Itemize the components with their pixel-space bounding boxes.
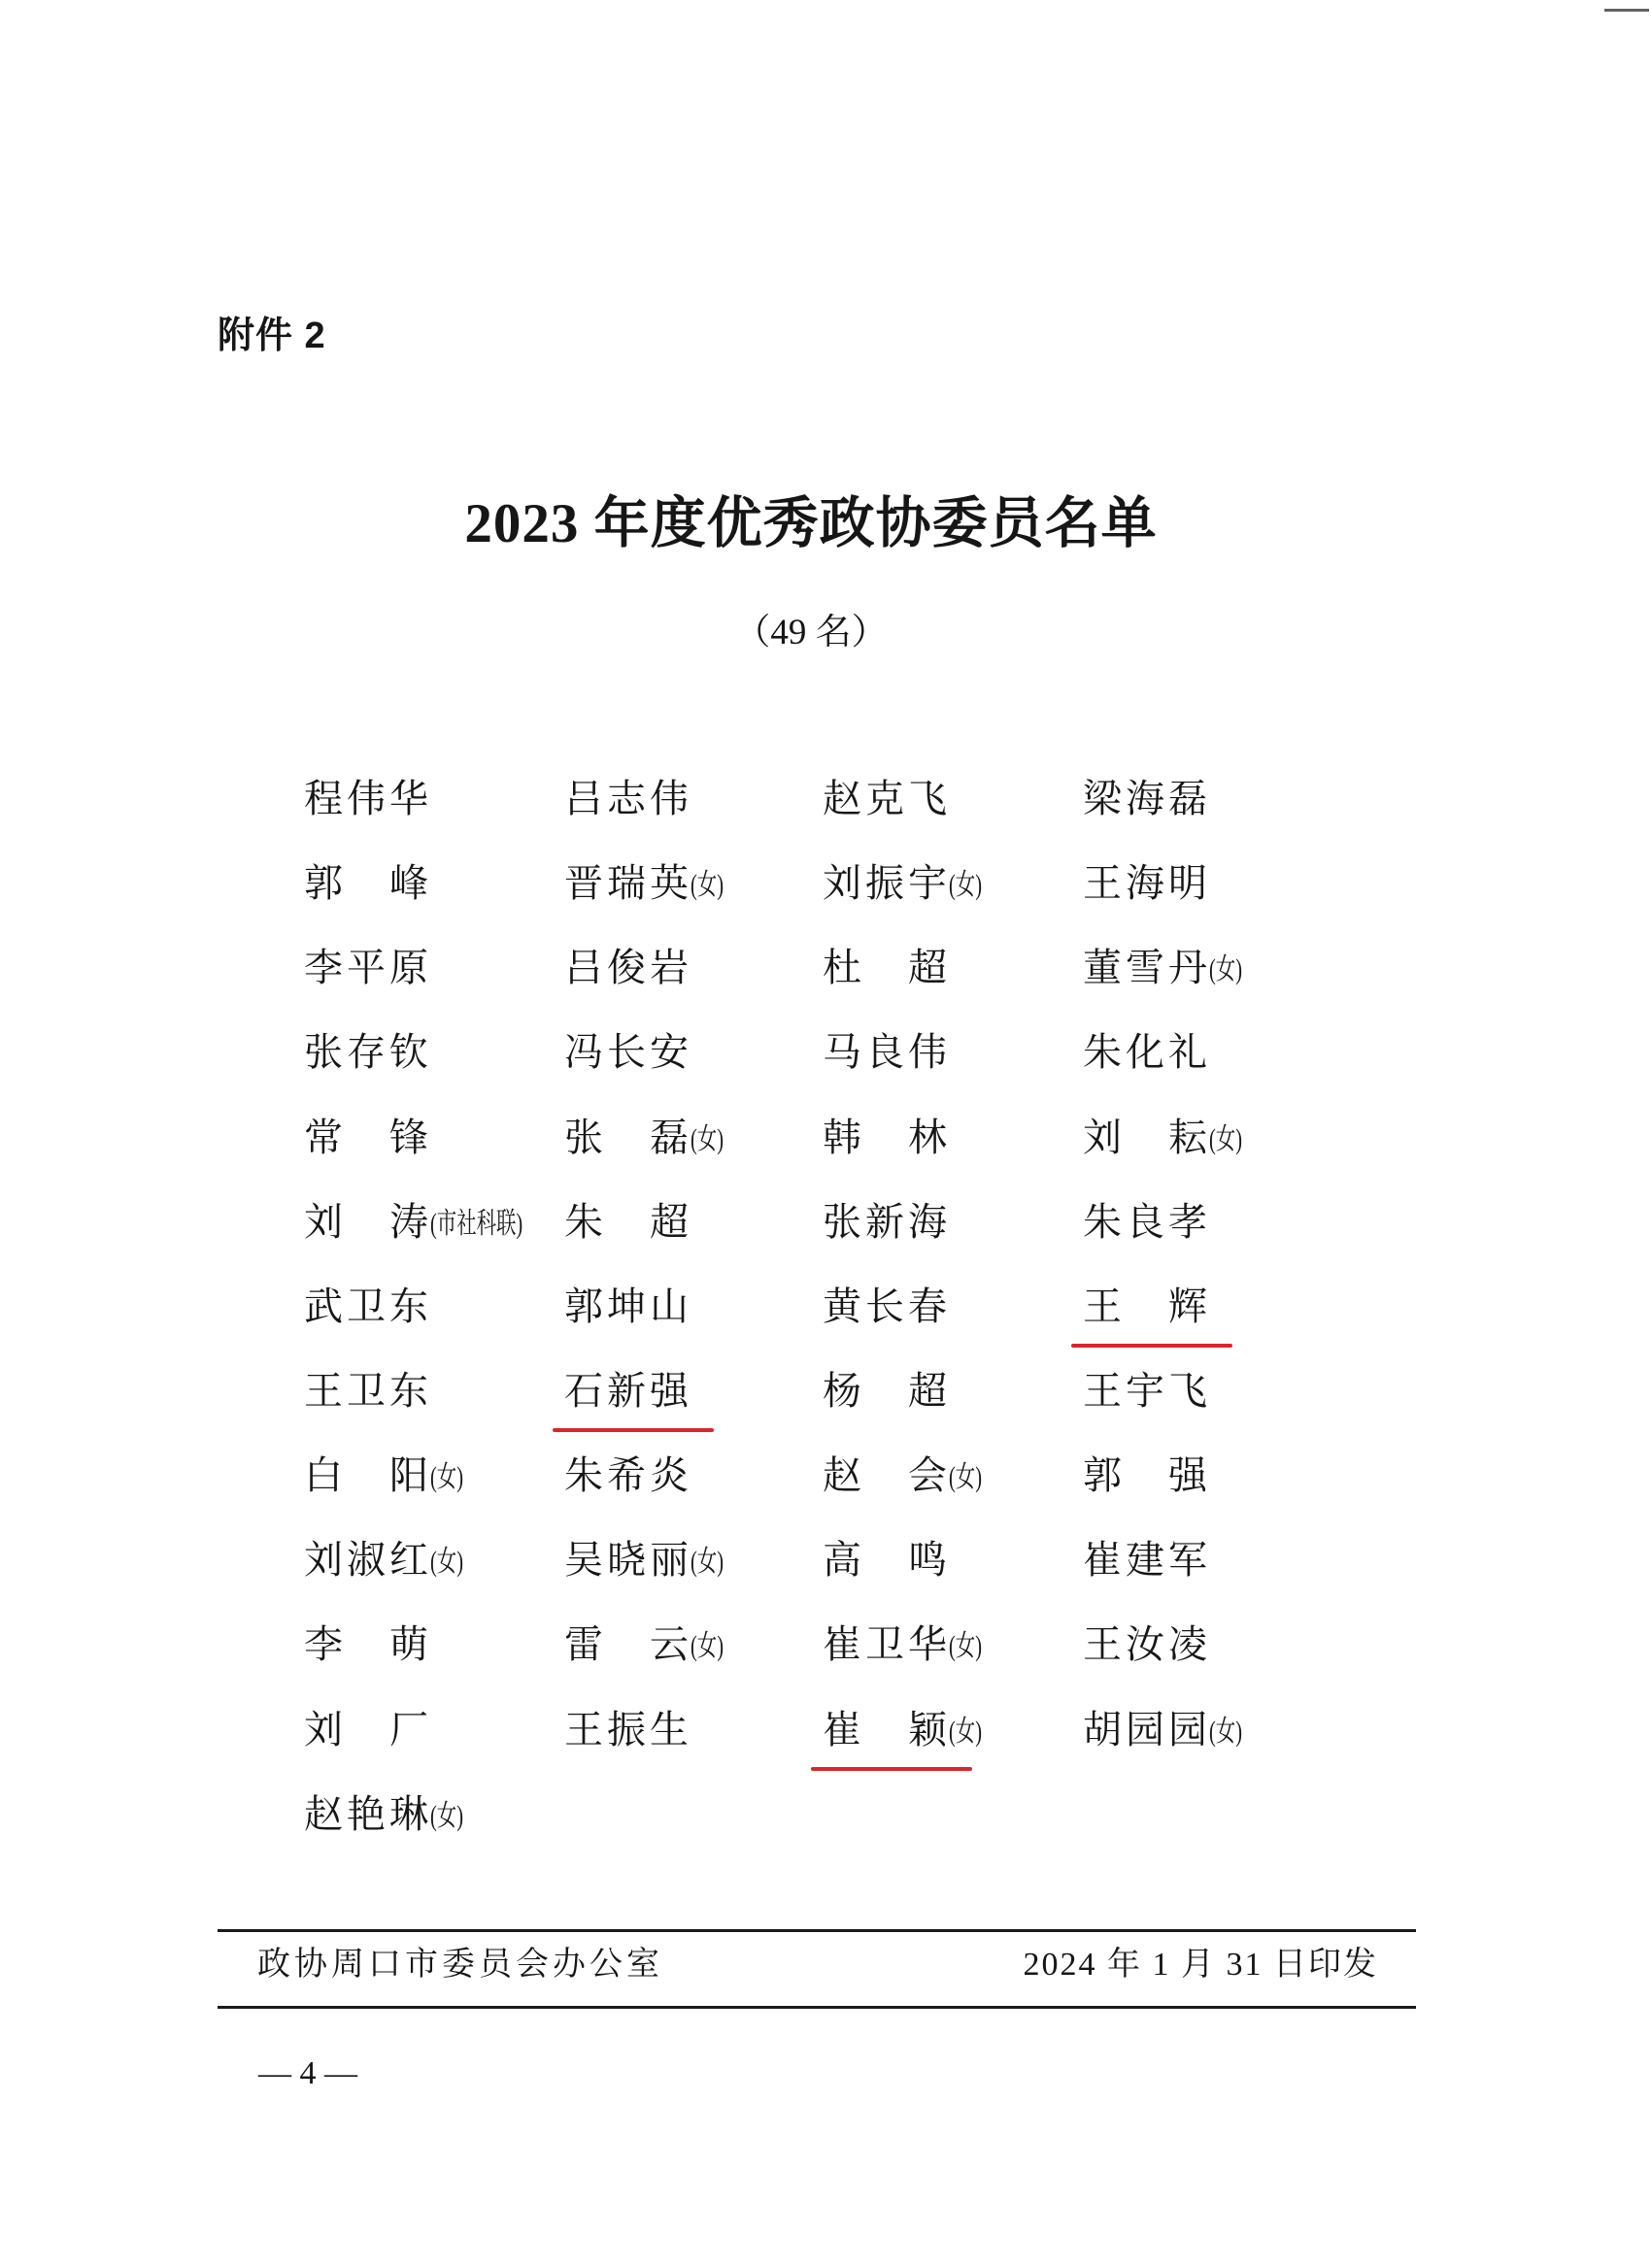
member-entry <box>823 1368 1083 1415</box>
member-note: (女) <box>1209 1715 1242 1748</box>
member-note: (女) <box>1209 1122 1242 1155</box>
member-name: 王海明 <box>1083 861 1211 906</box>
member-entry <box>1083 1029 1374 1076</box>
member-name: 赵艳琳 <box>304 1791 432 1836</box>
member-name: 郭 峰 <box>304 861 432 906</box>
member-name: 张 磊 <box>564 1115 692 1159</box>
member-name: 王卫东 <box>304 1368 432 1413</box>
member-name: 张存钦 <box>304 1030 432 1075</box>
member-entry <box>1083 945 1374 991</box>
member-name: 朱希炎 <box>564 1453 692 1498</box>
member-name: 晋瑞英 <box>564 861 692 906</box>
member-name: 郭 强 <box>1083 1453 1211 1498</box>
member-name: 雷 云 <box>564 1622 692 1667</box>
page-number: — 4 — <box>258 2055 357 2091</box>
member-entry <box>564 1199 823 1246</box>
red-underline-mark <box>1071 1344 1232 1348</box>
member-name: 吕俊岩 <box>564 946 692 990</box>
member-note: (女) <box>430 1799 463 1832</box>
red-underline-mark <box>811 1767 972 1771</box>
member-name: 杨 超 <box>823 1368 951 1413</box>
member-entry <box>1083 1621 1374 1668</box>
member-entry <box>564 1368 823 1415</box>
member-entry <box>564 1621 823 1668</box>
member-name: 胡园园 <box>1083 1707 1211 1751</box>
member-name: 马良伟 <box>823 1030 951 1075</box>
member-entry <box>1083 1537 1374 1584</box>
member-name: 武卫东 <box>304 1284 432 1328</box>
member-entry <box>564 1537 823 1584</box>
member-name: 韩 林 <box>823 1115 951 1159</box>
member-entry <box>564 860 823 907</box>
member-entry <box>823 1115 1083 1161</box>
member-entry <box>564 1115 823 1161</box>
member-name: 赵 会 <box>823 1453 951 1498</box>
member-name: 刘 涛 <box>304 1199 432 1244</box>
member-name: 冯长安 <box>564 1030 692 1075</box>
member-entry <box>304 1537 564 1584</box>
attachment-label: 附件 2 <box>218 316 326 356</box>
member-entry <box>823 1452 1083 1499</box>
member-entry <box>823 1707 1083 1753</box>
member-entry <box>304 776 564 822</box>
member-name: 刘淑红 <box>304 1538 432 1583</box>
member-name: 白 阳 <box>304 1453 432 1498</box>
member-name: 吕志伟 <box>564 777 692 820</box>
footer-issuer: 政协周口市委员会办公室 <box>257 1947 663 1983</box>
member-name: 黄长春 <box>823 1284 951 1328</box>
member-name: 王振生 <box>564 1707 692 1751</box>
member-entry <box>304 945 564 991</box>
footer-bottom-rule <box>218 2006 1416 2009</box>
member-entry <box>1083 1707 1374 1753</box>
member-note: (女) <box>949 1461 982 1494</box>
member-entry <box>1083 1452 1374 1499</box>
member-name: 常 锋 <box>304 1115 432 1159</box>
member-entry <box>304 1621 564 1668</box>
member-entry <box>823 1284 1083 1330</box>
member-entry <box>1083 1115 1374 1161</box>
member-name: 崔卫华 <box>823 1622 951 1667</box>
member-note: (女) <box>691 869 724 902</box>
member-name: 王汝凌 <box>1083 1622 1211 1667</box>
member-entry <box>1083 1368 1374 1415</box>
member-name: 朱化礼 <box>1083 1030 1211 1075</box>
member-entry <box>823 1199 1083 1246</box>
footer-issue-date: 2024 年 1 月 31 日印发 <box>1023 1947 1378 1983</box>
member-entry <box>304 1029 564 1076</box>
member-entry <box>823 1621 1083 1668</box>
member-note: (市社科联) <box>430 1207 523 1240</box>
member-name: 李平原 <box>304 946 432 990</box>
member-name: 程伟华 <box>304 777 432 820</box>
member-note: (女) <box>430 1461 463 1494</box>
member-note: (女) <box>949 1630 982 1663</box>
member-note: (女) <box>691 1122 724 1155</box>
member-entry <box>1083 1199 1374 1246</box>
member-entry <box>1083 860 1374 907</box>
member-note: (女) <box>430 1546 463 1579</box>
member-name: 刘 耘 <box>1083 1115 1211 1159</box>
member-entry <box>304 1284 564 1330</box>
member-name-list <box>304 776 1374 1876</box>
footer-top-rule <box>218 1929 1416 1932</box>
member-name: 李 萌 <box>304 1622 432 1667</box>
member-entry <box>564 1452 823 1499</box>
member-entry <box>823 1537 1083 1584</box>
member-entry <box>304 1199 564 1246</box>
member-name: 崔 颖 <box>823 1707 951 1751</box>
member-entry <box>304 1707 564 1753</box>
member-name: 梁海磊 <box>1083 777 1211 820</box>
member-note: (女) <box>691 1546 724 1579</box>
member-name: 张新海 <box>823 1199 951 1244</box>
member-entry <box>823 860 1083 907</box>
member-entry <box>564 945 823 991</box>
member-name: 王 辉 <box>1083 1284 1211 1328</box>
document-title: 2023 年度优秀政协委员名单 <box>464 493 1158 554</box>
member-name: 朱良孝 <box>1083 1199 1211 1244</box>
member-note: (女) <box>949 869 982 902</box>
member-entry <box>304 860 564 907</box>
member-entry <box>823 945 1083 991</box>
member-name: 杜 超 <box>823 946 951 990</box>
red-underline-mark <box>553 1428 714 1432</box>
member-entry <box>304 1452 564 1499</box>
member-entry <box>1083 1284 1374 1330</box>
member-name: 郭坤山 <box>564 1284 692 1328</box>
member-entry <box>564 1284 823 1330</box>
member-entry <box>823 776 1083 822</box>
member-name: 石新强 <box>564 1368 692 1413</box>
member-name: 吴晓丽 <box>564 1538 692 1583</box>
member-entry <box>1083 776 1374 822</box>
member-entry <box>564 1707 823 1753</box>
member-name: 刘振宇 <box>823 861 951 906</box>
scan-artifact-mark <box>1604 9 1649 12</box>
member-note: (女) <box>691 1630 724 1663</box>
member-entry <box>304 1368 564 1415</box>
member-entry <box>564 776 823 822</box>
member-name: 崔建军 <box>1083 1538 1211 1583</box>
member-count: （49 名） <box>734 613 888 652</box>
member-name: 董雪丹 <box>1083 946 1211 990</box>
member-entry <box>823 1029 1083 1076</box>
member-note: (女) <box>949 1715 982 1748</box>
member-name: 王宇飞 <box>1083 1368 1211 1413</box>
member-note: (女) <box>1209 953 1242 986</box>
member-name: 赵克飞 <box>823 777 951 820</box>
member-name: 高 鸣 <box>823 1538 951 1583</box>
member-name: 刘 厂 <box>304 1707 432 1751</box>
member-entry <box>304 1115 564 1161</box>
member-entry <box>304 1791 564 1838</box>
member-entry <box>564 1029 823 1076</box>
member-name: 朱 超 <box>564 1199 692 1244</box>
